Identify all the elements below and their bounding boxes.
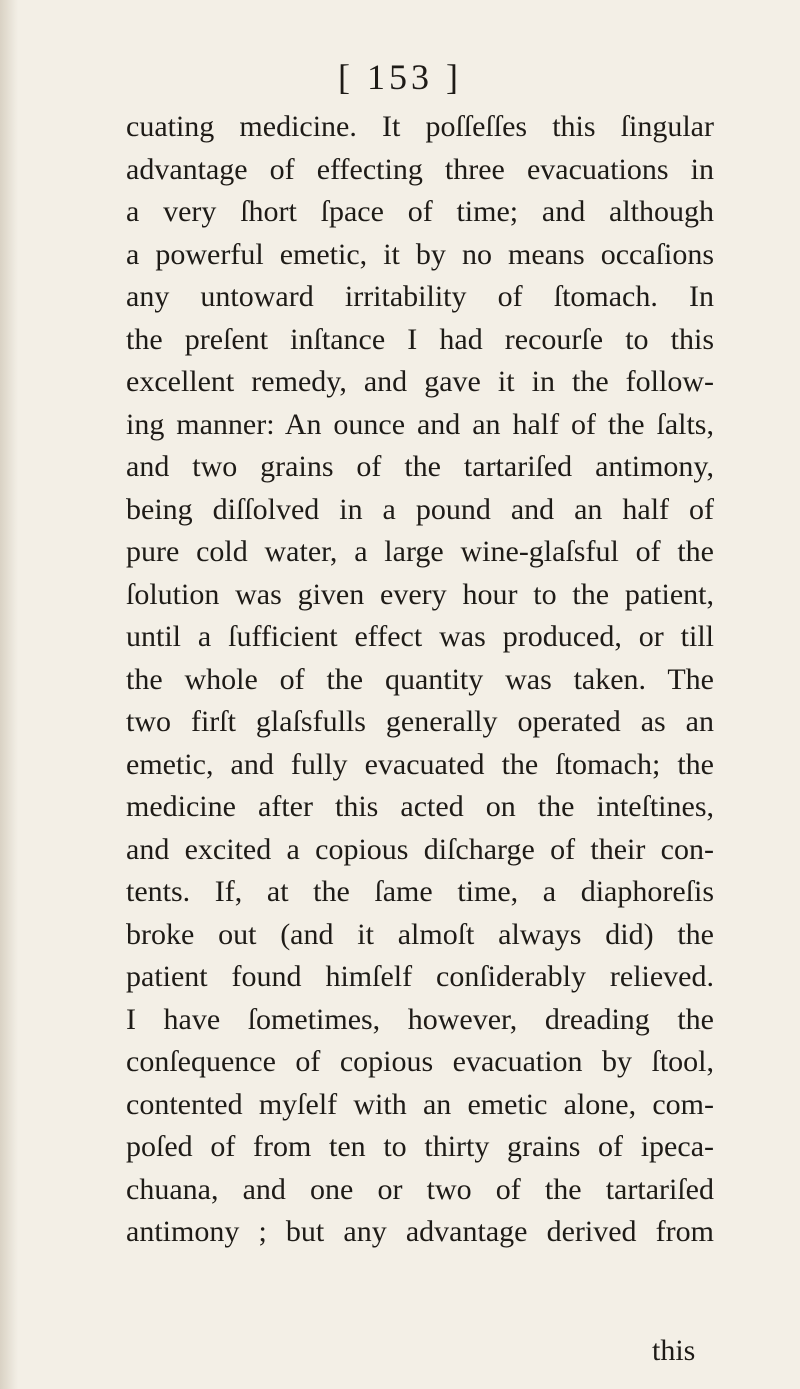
text-line: and two grains of the tartariſed antimony,: [126, 450, 714, 483]
text-line: a powerful emetic, it by no means occaſions: [126, 237, 714, 271]
text-line: chuana, and one or two of the tartariſed: [126, 1172, 714, 1206]
catchword: this: [652, 1334, 696, 1367]
text-line: two firſt glaſsfulls generally operated as an: [126, 705, 714, 738]
text-line: antimony ; but any advantage derived from: [126, 1215, 714, 1248]
text-line: cuating medicine. It poſſeſſes this ſingular: [126, 110, 714, 143]
text-line: being diſſolved in a pound and an half of: [126, 492, 714, 526]
text-line: contented myſelf with an emetic alone, com-: [126, 1087, 714, 1121]
text-line: the preſent inſtance I had recourſe to this: [126, 322, 714, 356]
text-line: ſolution was given every hour to the patient,: [126, 577, 714, 611]
text-line: pure cold water, a large wine-glaſsful of the: [126, 535, 714, 568]
text-line: advantage of effecting three evacuations in: [126, 152, 714, 186]
text-line: excellent remedy, and gave it in the follow-: [126, 365, 714, 398]
text-line: patient found himſelf conſiderably relieved.: [126, 960, 714, 993]
text-line: poſed of from ten to thirty grains of ipeca-: [126, 1130, 714, 1163]
text-line: I have ſometimes, however, dreading the: [126, 1002, 714, 1036]
text-line: medicine after this acted on the inteſtines,: [126, 790, 714, 823]
text-line: broke out (and it almoſt always did) the: [126, 917, 714, 951]
page-number: [ 153 ]: [338, 57, 462, 97]
text-line: ing manner: An ounce and an half of the ſalts,: [126, 407, 714, 441]
text-line: the whole of the quantity was taken. The: [126, 662, 714, 696]
page-gutter-shadow: [0, 0, 18, 1389]
text-line: until a ſufficient effect was produced, or till: [126, 620, 714, 653]
text-line: any untoward irritability of ſtomach. In: [126, 280, 714, 313]
text-line: and excited a copious diſcharge of their con-: [126, 832, 714, 866]
body-text: [126, 106, 714, 1254]
text-line: conſequence of copious evacuation by ſtool,: [126, 1045, 714, 1078]
text-line: emetic, and fully evacuated the ſtomach; the: [126, 747, 714, 781]
text-line: a very ſhort ſpace of time; and although: [126, 195, 714, 228]
text-line: tents. If, at the ſame time, a diaphoreſis: [126, 875, 714, 908]
